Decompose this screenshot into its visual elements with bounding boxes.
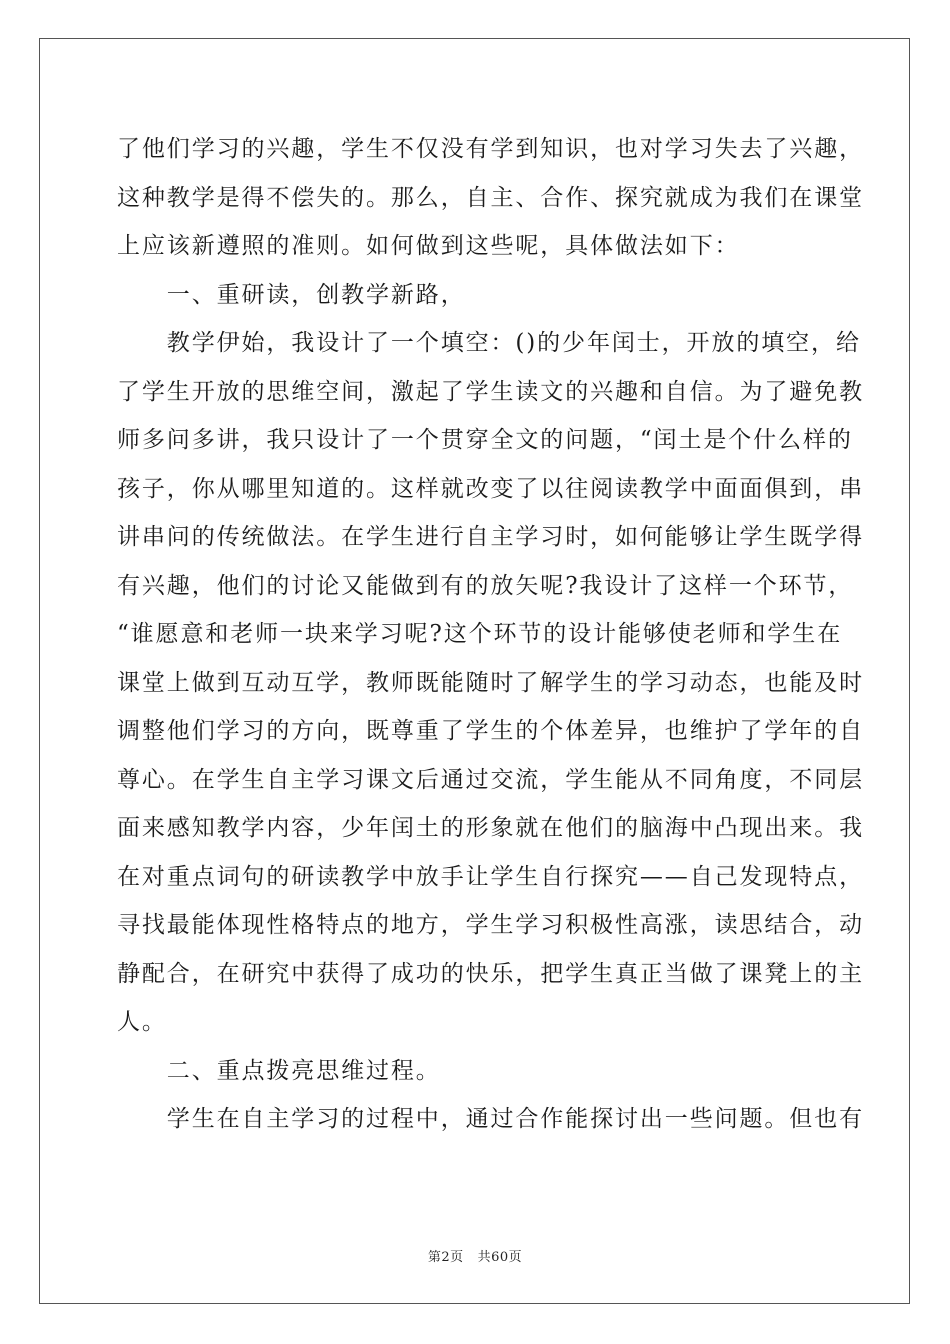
page-total: 共60页 (477, 1250, 523, 1265)
section-heading: 一、重研读，创教学新路， (117, 281, 466, 308)
text-line: 调整他们学习的方向，既尊重了学生的个体差异，也维护了学年的自 (117, 718, 864, 744)
text-line: 有兴趣，他们的讨论又能做到有的放矢呢?我设计了这样一个环节， (117, 572, 854, 599)
text-line: 静配合，在研究中获得了成功的快乐，把学生真正当做了课凳上的主 (117, 960, 864, 987)
section-heading: 二、重点拨亮思维过程。 (117, 1057, 441, 1084)
page-footer (0, 1246, 950, 1265)
text-line: 了他们学习的兴趣，学生不仅没有学到知识，也对学习失去了兴趣， (117, 136, 864, 162)
text-line: 课堂上做到互动互学，教师既能随时了解学生的学习动态，也能及时 (117, 669, 864, 696)
text-line: 讲串问的传统做法。在学生进行自主学习时，如何能够让学生既学得 (117, 524, 864, 550)
text-line: “谁愿意和老师一块来学习呢?这个环节的设计能够使老师和学生在 (117, 621, 843, 647)
text-line: 尊心。在学生自主学习课文后通过交流，学生能从不同角度，不同层 (117, 766, 864, 793)
text-line: 人。 (117, 1009, 167, 1035)
text-line: 教学伊始，我设计了一个填空：()的少年闰士，开放的填空，给 (117, 330, 861, 356)
text-line: 寻找最能体现性格特点的地方，学生学习积极性高涨，读思结合，动 (117, 912, 864, 938)
text-line: 在对重点词句的研读教学中放手让学生自行探究——自己发现特点， (117, 863, 864, 890)
document-body (117, 125, 864, 1144)
text-line: 了学生开放的思维空间，激起了学生读文的兴趣和自信。为了避免教 (117, 378, 864, 405)
text-line: 上应该新遵照的准则。如何做到这些呢，具体做法如下： (117, 233, 740, 259)
text-line: 孩子，你从哪里知道的。这样就改变了以往阅读教学中面面俱到，串 (117, 475, 864, 502)
text-line: 学生在自主学习的过程中，通过合作能探讨出一些问题。但也有 (117, 1106, 864, 1132)
page-number: 第2页 (427, 1250, 464, 1265)
text-line: 这种教学是得不偿失的。那么，自主、合作、探究就成为我们在课堂 (117, 184, 864, 211)
text-line: 面来感知教学内容，少年闰土的形象就在他们的脑海中凸现出来。我 (117, 815, 864, 841)
text-line: 师多问多讲，我只设计了一个贯穿全文的问题，“闰土是个什么样的 (117, 427, 853, 453)
